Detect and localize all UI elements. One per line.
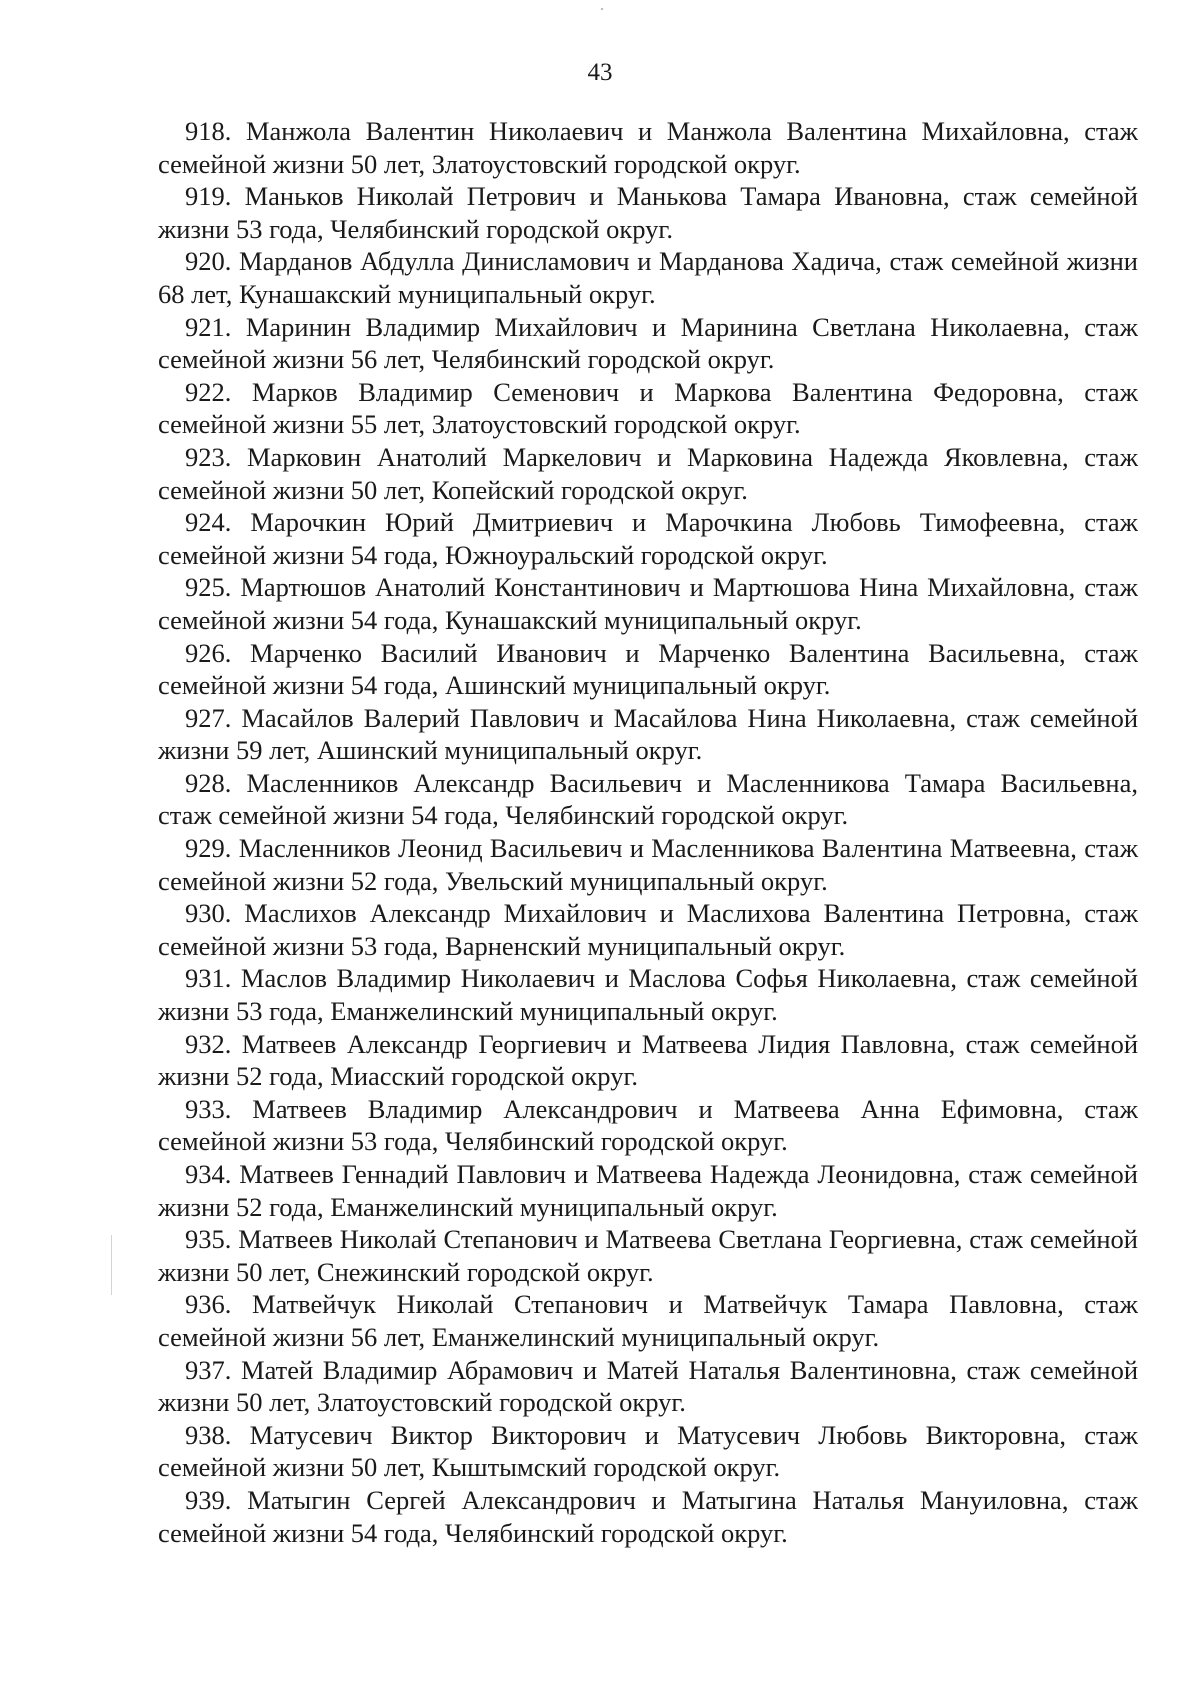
list-entry: 938. Матусевич Виктор Викторович и Матусевич Любовь Викторовна, стаж семейной жизни 50 лет, Кыштымский городской округ.: [158, 1419, 1138, 1483]
list-entry: 928. Масленников Александр Васильевич и Масленникова Тамара Васильевна, стаж семейной жизни 54 года, Челябинский городской округ.: [158, 767, 1138, 831]
page-number: 43: [587, 59, 613, 86]
list-entry: 926. Марченко Василий Иванович и Марченко Валентина Васильевна, стаж семейной жизни 54 года, Ашинский муниципальный округ.: [158, 637, 1138, 701]
list-entry: 937. Матей Владимир Абрамович и Матей Наталья Валентиновна, стаж семейной жизни 50 лет, Златоустовский городской округ.: [158, 1354, 1138, 1418]
list-entry: 918. Манжола Валентин Николаевич и Манжола Валентина Михайловна, стаж семейной жизни 50 лет, Златоустовский городской округ.: [158, 116, 1138, 179]
list-entry: 932. Матвеев Александр Георгиевич и Матвеева Лидия Павловна, стаж семейной жизни 52 года, Миасский городской округ.: [158, 1028, 1138, 1092]
list-entry: 919. Маньков Николай Петрович и Манькова Тамара Ивановна, стаж семейной жизни 53 года, Челябинский городской округ.: [158, 181, 1138, 244]
list-entry: 934. Матвеев Геннадий Павлович и Матвеева Надежда Леонидовна, стаж семейной жизни 52 года, Еманжелинский муниципальный округ.: [158, 1159, 1138, 1222]
list-entry: 939. Матыгин Сергей Александрович и Матыгина Наталья Мануиловна, стаж семейной жизни 54 года, Челябинский городской округ.: [158, 1484, 1138, 1548]
list-entry: 923. Марковин Анатолий Маркелович и Марковина Надежда Яковлевна, стаж семейной жизни 50 лет, Копейский городской округ.: [158, 441, 1138, 505]
list-entry: 931. Маслов Владимир Николаевич и Маслова Софья Николаевна, стаж семейной жизни 53 года, Еманжелинский муниципальный округ.: [158, 963, 1138, 1027]
list-entry: 920. Марданов Абдулла Динисламович и Марданова Хадича, стаж семейной жизни 68 лет, Кунашакский муниципальный округ.: [158, 246, 1138, 309]
scan-speck: [601, 8, 603, 10]
list-entry: 925. Мартюшов Анатолий Константинович и Мартюшова Нина Михайловна, стаж семейной жизни 54 года, Кунашакский муниципальный округ.: [158, 572, 1138, 635]
list-entry: 933. Матвеев Владимир Александрович и Матвеева Анна Ефимовна, стаж семейной жизни 53 года, Челябинский городской округ.: [158, 1093, 1138, 1157]
list-entry: 924. Марочкин Юрий Дмитриевич и Марочкина Любовь Тимофеевна, стаж семейной жизни 54 года, Южноуральский городской округ.: [158, 507, 1138, 570]
list-entry: 930. Маслихов Александр Михайлович и Маслихова Валентина Петровна, стаж семейной жизни 53 года, Варненский муниципальный округ.: [158, 898, 1138, 961]
scan-artifact-line: [111, 1235, 112, 1295]
list-entry: 936. Матвейчук Николай Степанович и Матвейчук Тамара Павловна, стаж семейной жизни 56 лет, Еманжелинский муниципальный округ.: [158, 1289, 1138, 1352]
list-entry: 921. Маринин Владимир Михайлович и Маринина Светлана Николаевна, стаж семейной жизни 56 лет, Челябинский городской округ.: [158, 311, 1138, 375]
list-entry: 929. Масленников Леонид Васильевич и Масленникова Валентина Матвеевна, стаж семейной жизни 52 года, Увельский муниципальный округ.: [158, 833, 1138, 896]
list-entry: 927. Масайлов Валерий Павлович и Масайлова Нина Николаевна, стаж семейной жизни 59 лет, Ашинский муниципальный округ.: [158, 702, 1138, 766]
award-list: [158, 115, 1138, 1549]
list-entry: 922. Марков Владимир Семенович и Маркова Валентина Федоровна, стаж семейной жизни 55 лет, Златоустовский городской округ.: [158, 376, 1138, 440]
list-entry: 935. Матвеев Николай Степанович и Матвеева Светлана Георгиевна, стаж семейной жизни 50 лет, Снежинский городской округ.: [158, 1224, 1138, 1287]
